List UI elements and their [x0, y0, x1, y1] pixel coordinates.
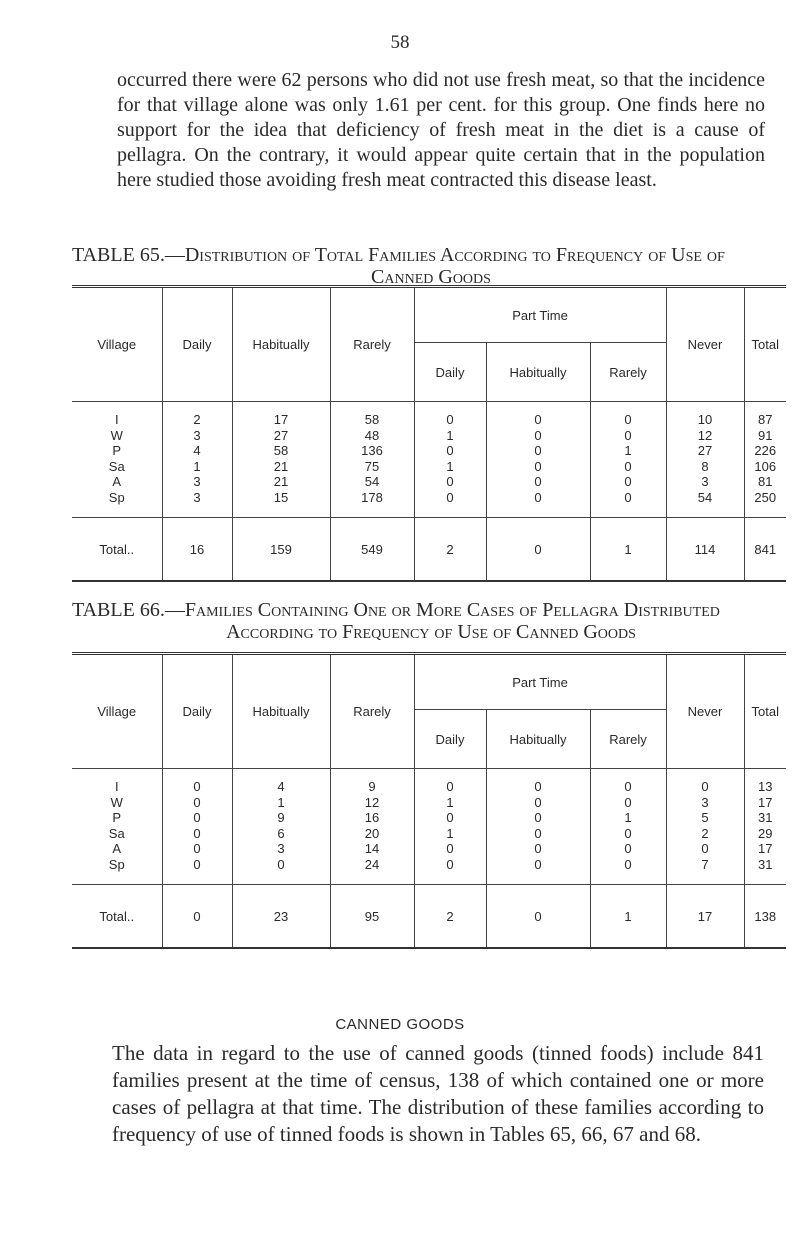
- header-part-time-rarely: Rarely: [590, 710, 666, 769]
- village-column: I W P Sa A Sp: [72, 402, 162, 518]
- table-row: [72, 769, 786, 885]
- header-part-time: Part Time: [414, 654, 666, 710]
- table-66-caption-line2: According to Frequency of Use of Canned Goods: [226, 621, 636, 643]
- habitually-column: 17 27 58 21 21 15: [232, 402, 330, 518]
- closing-paragraph: The data in regard to the use of canned goods (tinned foods) include 841 families present at the time of census, 138 of which contained one or more cases of pellagra at that time. The distribution of these families according to frequency of use of tinned foods is shown in Tables 65, 66, 67 and 68.: [112, 1041, 764, 1146]
- totals-part-time-habitually: 0: [486, 885, 590, 949]
- table-66-caption-line1: Families Containing One or More Cases of Pellagra Distributed: [184, 599, 720, 621]
- totals-part-time-daily: 2: [414, 518, 486, 582]
- header-daily: Daily: [162, 654, 232, 769]
- totals-part-time-rarely: 1: [590, 518, 666, 582]
- totals-rarely: 95: [330, 885, 414, 949]
- totals-habitually: 23: [232, 885, 330, 949]
- header-part-time-habitually: Habitually: [486, 343, 590, 402]
- part-time-rarely-column: 0 0 1 0 0 0: [590, 402, 666, 518]
- header-never: Never: [666, 654, 744, 769]
- table-65-caption-prefix: TABLE 65.—: [72, 244, 185, 266]
- table-65: [72, 285, 786, 582]
- totals-daily: 0: [162, 885, 232, 949]
- totals-daily: 16: [162, 518, 232, 582]
- header-part-time-habitually: Habitually: [486, 710, 590, 769]
- totals-rarely: 549: [330, 518, 414, 582]
- never-column: 0 3 5 2 0 7: [666, 769, 744, 885]
- table-65-caption-line1: Distribution of Total Families According to Frequency of Use of: [184, 244, 725, 266]
- table-row: [72, 402, 786, 518]
- header-rarely: Rarely: [330, 287, 414, 402]
- daily-column: 0 0 0 0 0 0: [162, 769, 232, 885]
- totals-total: 138: [744, 885, 786, 949]
- part-time-daily-column: 0 1 0 1 0 0: [414, 402, 486, 518]
- totals-never: 114: [666, 518, 744, 582]
- totals-label: Total..: [72, 518, 162, 582]
- total-column: 13 17 31 29 17 31: [744, 769, 786, 885]
- header-village: Village: [72, 287, 162, 402]
- never-column: 10 12 27 8 3 54: [666, 402, 744, 518]
- totals-never: 17: [666, 885, 744, 949]
- table-66-caption: [72, 599, 790, 643]
- totals-habitually: 159: [232, 518, 330, 582]
- totals-label: Total..: [72, 885, 162, 949]
- village-column: I W P Sa A Sp: [72, 769, 162, 885]
- header-rarely: Rarely: [330, 654, 414, 769]
- rarely-column: 58 48 136 75 54 178: [330, 402, 414, 518]
- daily-column: 2 3 4 1 3 3: [162, 402, 232, 518]
- header-habitually: Habitually: [232, 287, 330, 402]
- header-daily: Daily: [162, 287, 232, 402]
- table-65-caption: [72, 244, 790, 288]
- header-total: Total: [744, 654, 786, 769]
- part-time-daily-column: 0 1 0 1 0 0: [414, 769, 486, 885]
- totals-part-time-daily: 2: [414, 885, 486, 949]
- header-village: Village: [72, 654, 162, 769]
- totals-row: [72, 885, 786, 949]
- header-part-time: Part Time: [414, 287, 666, 343]
- table-66: [72, 652, 786, 949]
- part-time-rarely-column: 0 0 1 0 0 0: [590, 769, 666, 885]
- header-habitually: Habitually: [232, 654, 330, 769]
- section-title: CANNED GOODS: [335, 1016, 465, 1033]
- totals-part-time-habitually: 0: [486, 518, 590, 582]
- totals-part-time-rarely: 1: [590, 885, 666, 949]
- header-part-time-rarely: Rarely: [590, 343, 666, 402]
- header-part-time-daily: Daily: [414, 710, 486, 769]
- rarely-column: 9 12 16 20 14 24: [330, 769, 414, 885]
- header-never: Never: [666, 287, 744, 402]
- totals-row: [72, 518, 786, 582]
- header-total: Total: [744, 287, 786, 402]
- part-time-habitually-column: 0 0 0 0 0 0: [486, 402, 590, 518]
- table-65-caption-line2: Canned Goods: [371, 266, 491, 288]
- part-time-habitually-column: 0 0 0 0 0 0: [486, 769, 590, 885]
- habitually-column: 4 1 9 6 3 0: [232, 769, 330, 885]
- totals-total: 841: [744, 518, 786, 582]
- page-number: 58: [390, 32, 410, 53]
- intro-paragraph: occurred there were 62 persons who did not use fresh meat, so that the incidence for that village alone was only 1.61 per cent. for this group. One finds here no support for the idea that deficiency of fresh meat in the diet is a cause of pellagra. On the contrary, it would appear quite certain that in the population here studied those avoiding fresh meat contracted this disease least.: [117, 69, 765, 191]
- total-column: 87 91 226 106 81 250: [744, 402, 786, 518]
- header-part-time-daily: Daily: [414, 343, 486, 402]
- table-66-caption-prefix: TABLE 66.—: [72, 599, 185, 621]
